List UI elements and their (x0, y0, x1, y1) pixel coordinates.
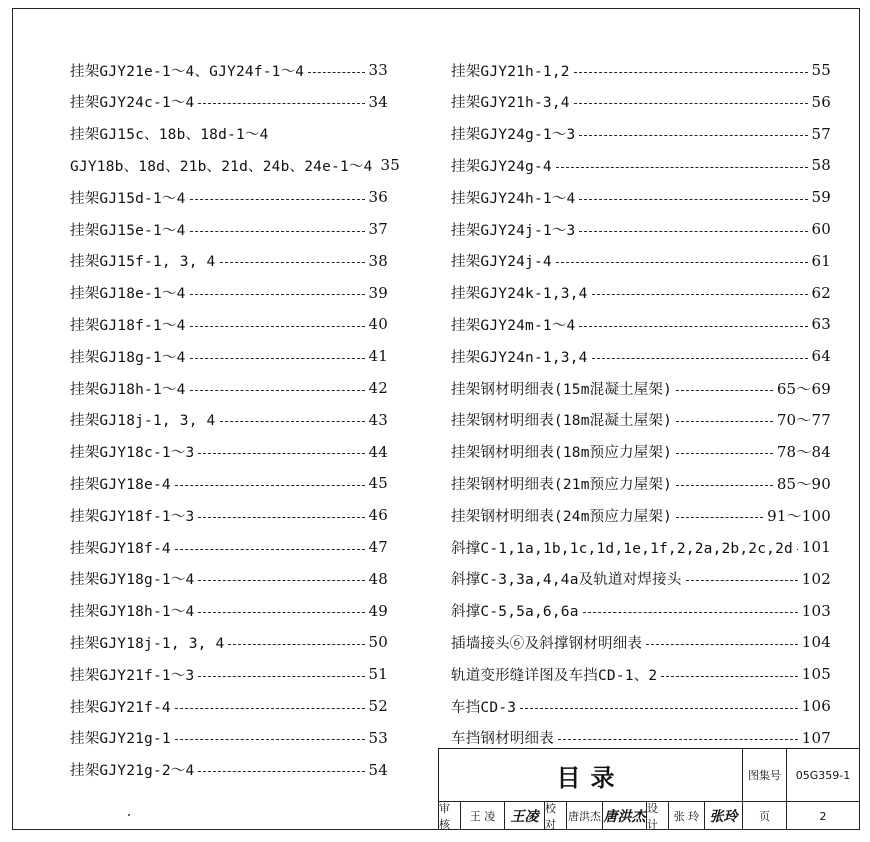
toc-entry (451, 569, 831, 589)
toc-entry-page: 65～69 (776, 379, 831, 398)
toc-entry-page: 63 (811, 315, 831, 334)
toc-entry-page: 39 (368, 283, 388, 302)
toc-entry (451, 664, 831, 684)
toc-entry-label: 挂架GJY24g-4 (451, 158, 552, 175)
toc-leader (198, 103, 364, 104)
toc-leader (198, 517, 364, 518)
toc-entry-page: 41 (368, 347, 388, 366)
toc-leader (686, 580, 798, 581)
toc-entry-page: 85～90 (776, 474, 831, 493)
toc-entry-label: 挂架GJY24k-1,3,4 (451, 286, 588, 303)
toc-entry (70, 60, 388, 80)
checker-signature: 唐洪杰 (603, 802, 647, 830)
toc-leader (797, 549, 798, 550)
toc-entry (451, 92, 831, 112)
toc-entry-label: 挂架GJ15c、18b、18d-1～4 (70, 127, 269, 144)
toc-leader (579, 135, 807, 136)
toc-entry-page: 51 (368, 665, 388, 684)
toc-entry-label: 轨道变形缝详图及车挡CD-1、2 (451, 667, 658, 684)
toc-entry (70, 155, 401, 175)
toc-entry-label: 车挡CD-3 (451, 699, 517, 716)
designer-signature: 张玲 (705, 802, 743, 830)
toc-entry-page: 70～77 (776, 411, 831, 430)
toc-entry-page: 64 (811, 347, 831, 366)
toc-entry-label: 挂架GJY21g-2～4 (70, 763, 195, 780)
toc-entry (70, 283, 388, 303)
toc-entry-label: 挂架GJY21f-4 (70, 699, 171, 716)
toc-entry-page: 52 (368, 697, 388, 715)
toc-entry (70, 632, 388, 652)
toc-entry-label: 挂架GJY24h-1～4 (451, 190, 576, 207)
toc-entry (70, 410, 388, 430)
toc-entry (451, 251, 831, 271)
toc-entry (70, 696, 388, 716)
toc-entry (70, 473, 388, 493)
toc-entry-label: 挂架GJY21h-1,2 (451, 63, 570, 80)
toc-leader (676, 421, 773, 422)
toc-leader (190, 358, 365, 359)
toc-entry (70, 664, 388, 684)
toc-entry-page: 34 (368, 92, 388, 111)
toc-entry-page: 48 (368, 569, 388, 588)
toc-entry-page: 36 (368, 188, 388, 207)
toc-leader (592, 294, 808, 295)
toc-entry (70, 537, 388, 557)
toc-entry-label: 挂架钢材明细表(21m预应力屋架) (451, 476, 673, 493)
toc-leader (190, 326, 365, 327)
toc-entry-page: 102 (801, 569, 831, 588)
toc-entry-page: 91～100 (767, 506, 831, 525)
toc-leader (190, 294, 365, 295)
toc-entry (70, 442, 388, 462)
toc-leader (676, 453, 773, 454)
toc-entry (70, 378, 388, 398)
toc-entry-label: 挂架GJ15e-1～4 (70, 222, 186, 239)
toc-entry-page: 101 (801, 538, 831, 556)
toc-entry-label: 挂架GJY24m-1～4 (451, 317, 576, 334)
toc-leader (228, 644, 364, 645)
toc-entry-page: 54 (368, 760, 388, 779)
toc-entry-label: 挂架GJY21e-1～4、GJY24f-1～4 (70, 63, 305, 80)
toc-leader (520, 708, 798, 709)
toc-leader (308, 72, 364, 73)
toc-entry-label: 挂架GJY24n-1,3,4 (451, 349, 588, 366)
toc-leader (556, 262, 808, 263)
toc-entry (451, 505, 831, 525)
toc-entry (70, 728, 388, 748)
checker-name: 唐洪杰 (567, 802, 603, 830)
toc-leader (583, 612, 798, 613)
toc-leader (198, 771, 364, 772)
toc-entry (451, 473, 831, 493)
toc-leader (175, 549, 365, 550)
toc-leader (190, 231, 365, 232)
toc-entry-page: 60 (811, 220, 831, 238)
toc-leader (198, 676, 364, 677)
toc-entry (70, 92, 388, 112)
toc-leader (574, 72, 808, 73)
check-label: 校对 (545, 802, 567, 830)
toc-entry-label: 挂架GJ18h-1～4 (70, 381, 186, 398)
toc-entry (70, 569, 388, 589)
toc-entry-label: 挂架GJ18f-1～4 (70, 317, 186, 334)
toc-leader (175, 739, 365, 740)
toc-leader (220, 421, 365, 422)
toc-entry-page: 61 (811, 251, 831, 270)
designer-name: 张 玲 (669, 802, 705, 830)
toc-leader (198, 612, 364, 613)
toc-leader (198, 453, 364, 454)
toc-leader (220, 262, 365, 263)
toc-entry (451, 155, 831, 175)
toc-leader (579, 199, 807, 200)
atlas-no: 05G359-1 (795, 768, 851, 782)
toc-entry-page: 57 (811, 124, 831, 143)
toc-entry (451, 601, 831, 621)
toc-entry (70, 187, 388, 207)
toc-entry-page: 37 (368, 220, 388, 238)
toc-entry-label: 挂架GJY21h-3,4 (451, 95, 570, 112)
toc-leader (579, 231, 807, 232)
toc-leader (646, 644, 798, 645)
title-block (438, 748, 860, 830)
reviewer-name: 王 凌 (461, 802, 505, 830)
toc-entry-page: 62 (811, 283, 831, 302)
toc-entry-label: 挂架GJY24g-1～3 (451, 127, 576, 144)
toc-entry-label: 挂架GJ15d-1～4 (70, 190, 186, 207)
toc-entry-label: 斜撑C-3,3a,4,4a及轨道对焊接头 (451, 572, 682, 589)
toc-entry-page: 45 (368, 474, 388, 493)
toc-entry-page: 49 (368, 601, 388, 620)
toc-leader (574, 103, 808, 104)
toc-entry-label: 挂架GJ18e-1～4 (70, 286, 186, 303)
toc-entry (451, 632, 831, 652)
toc-entry-page: 59 (811, 188, 831, 207)
toc-entry-page: 55 (811, 61, 831, 79)
toc-entry (70, 505, 388, 525)
toc-leader (676, 485, 773, 486)
toc-leader (661, 676, 797, 677)
page-label: 页 (743, 802, 787, 830)
toc-entry-page: 78～84 (776, 443, 831, 462)
reviewer-signature: 王凌 (505, 802, 545, 830)
toc-entry-page: 106 (801, 697, 831, 715)
toc-entry-label: 挂架GJY21g-1 (70, 731, 171, 748)
toc-entry-label: 挂架GJY18j-1, 3, 4 (70, 635, 225, 652)
toc-entry-label: 挂架GJY24c-1～4 (70, 95, 195, 112)
toc-entry-page: 103 (801, 601, 831, 620)
toc-entry-label: 挂架GJY24j-4 (451, 254, 552, 271)
toc-leader (175, 485, 365, 486)
toc-leader (579, 326, 807, 327)
title-block-title: 目录 (439, 749, 743, 801)
toc-entry-label: 斜撑C-5,5a,6,6a (451, 604, 579, 621)
toc-entry-label: 插墙接头⑥及斜撑钢材明细表 (451, 635, 643, 652)
review-label: 审核 (439, 802, 461, 830)
toc-entry-label: 挂架GJ18j-1, 3, 4 (70, 413, 216, 430)
toc-entry-label: 挂架GJ15f-1, 3, 4 (70, 254, 216, 271)
toc-entry-page: 42 (368, 379, 388, 397)
toc-entry-page: 104 (801, 633, 831, 652)
toc-entry-page: 33 (368, 61, 388, 79)
toc-entry-page: 107 (801, 728, 831, 747)
toc-entry-label: 挂架GJY18e-4 (70, 476, 171, 493)
toc-entry-label: GJY18b、18d、21b、21d、24b、24e-1～4 (70, 158, 373, 175)
toc-entry-page: 56 (811, 92, 831, 111)
toc-entry-page: 43 (368, 410, 388, 429)
toc-leader (175, 708, 365, 709)
toc-entry (451, 219, 831, 239)
toc-entry (70, 314, 388, 334)
toc-entry (451, 60, 831, 80)
stray-dot (128, 814, 130, 816)
toc-entry (70, 124, 388, 144)
toc-entry-page: 40 (368, 315, 388, 334)
toc-entry-page: 47 (368, 538, 388, 556)
toc-entry-page: 38 (368, 251, 388, 270)
toc-entry (451, 187, 831, 207)
toc-entry (451, 283, 831, 303)
toc-entry-page: 35 (380, 156, 401, 175)
toc-entry (70, 760, 388, 780)
toc-entry (451, 728, 831, 748)
toc-entry-label: 挂架GJY18c-1～3 (70, 445, 195, 462)
page-number: 2 (819, 809, 827, 823)
toc-entry-label: 挂架GJY18f-1～3 (70, 508, 195, 525)
toc-entry-label: 挂架钢材明细表(24m预应力屋架) (451, 508, 673, 525)
toc-entry-label: 挂架钢材明细表(18m混凝土屋架) (451, 413, 673, 430)
toc-entry (70, 346, 388, 366)
toc-entry (451, 378, 831, 398)
toc-entry-label: 挂架GJY18g-1～4 (70, 572, 195, 589)
toc-entry (70, 251, 388, 271)
toc-leader (592, 358, 808, 359)
toc-leader (676, 390, 773, 391)
toc-entry-page: 105 (801, 665, 831, 684)
toc-leader (190, 199, 365, 200)
toc-leader (190, 390, 365, 391)
toc-entry-page: 50 (368, 633, 388, 652)
toc-entry-page: 58 (811, 156, 831, 175)
toc-entry-label: 挂架GJY18f-4 (70, 540, 171, 557)
toc-leader (676, 517, 763, 518)
toc-entry-label: 挂架钢材明细表(18m预应力屋架) (451, 445, 673, 462)
toc-entry-page: 53 (368, 728, 388, 747)
design-label: 设计 (647, 802, 669, 830)
toc-leader (558, 739, 798, 740)
toc-entry (70, 219, 388, 239)
toc-entry (451, 410, 831, 430)
toc-entry (451, 314, 831, 334)
toc-entry-page: 44 (368, 442, 388, 461)
toc-entry-page: 46 (368, 506, 388, 525)
toc-entry (451, 696, 831, 716)
toc-leader (198, 580, 364, 581)
toc-entry (70, 601, 388, 621)
toc-entry (451, 124, 831, 144)
toc-entry (451, 346, 831, 366)
toc-entry (451, 442, 831, 462)
toc-entry (451, 537, 831, 557)
toc-entry-label: 挂架GJY18h-1～4 (70, 604, 195, 621)
toc-entry-label: 斜撑C-1,1a,1b,1c,1d,1e,1f,2,2a,2b,2c,2d (451, 540, 793, 557)
toc-entry-label: 挂架GJ18g-1～4 (70, 349, 186, 366)
toc-leader (556, 167, 808, 168)
toc-entry-label: 车挡钢材明细表 (451, 731, 554, 748)
toc-entry-label: 挂架GJY21f-1～3 (70, 667, 195, 684)
toc-entry-label: 挂架钢材明细表(15m混凝土屋架) (451, 381, 673, 398)
toc-entry-label: 挂架GJY24j-1～3 (451, 222, 576, 239)
atlas-no-label: 图集号 (743, 749, 787, 801)
